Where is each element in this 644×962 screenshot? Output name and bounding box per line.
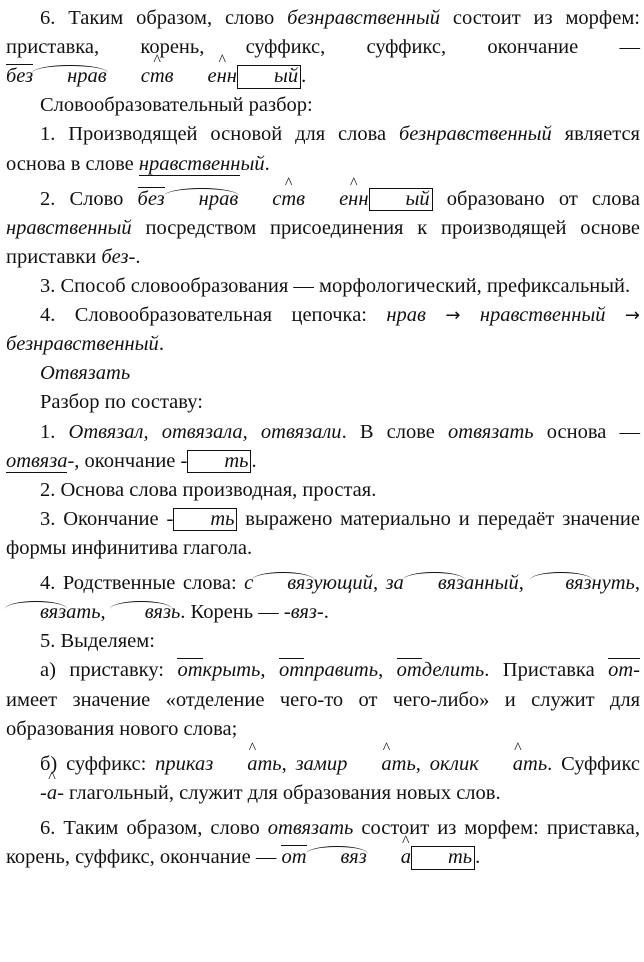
suffix-mark: ^ а	[347, 750, 391, 779]
word-italic: приказ	[155, 752, 214, 775]
morpheme-breakdown	[138, 188, 433, 210]
point-5a	[6, 656, 640, 743]
suffix-mark: ^ ств	[107, 62, 174, 91]
prefix-mark: от	[278, 659, 305, 682]
text: ,	[281, 752, 296, 775]
text: .	[158, 333, 164, 356]
prefix-mark: от	[396, 659, 422, 682]
root-mark: вяз	[531, 569, 591, 598]
point-2	[6, 476, 640, 505]
text: ,	[260, 659, 279, 682]
suffix-mark: ^ енн	[174, 62, 237, 91]
text: а) приставку:	[40, 659, 178, 682]
text: .	[251, 449, 257, 472]
word-italic: замир	[295, 752, 348, 775]
word-italic: нравственный	[6, 216, 132, 239]
conclusion-paragraph-2	[6, 814, 640, 872]
text: . Корень —	[180, 601, 284, 624]
arrow-icon: →	[445, 305, 461, 327]
text: . Суффикс	[547, 752, 640, 775]
point-1	[6, 120, 640, 178]
text: б) суффикс:	[40, 752, 156, 775]
word-heading	[6, 359, 640, 388]
word-italic: ть	[257, 752, 282, 775]
word-italic: за	[385, 572, 404, 595]
text: 3. Окончание -	[40, 507, 174, 530]
word-italic: ть	[391, 752, 416, 775]
prefix-mark: без	[6, 65, 34, 88]
ending-box: ый	[237, 65, 301, 89]
prefix-mark: от	[281, 846, 307, 869]
text: ,	[372, 572, 386, 595]
point-4	[6, 569, 640, 627]
text: 1. Производящей основой для слова	[40, 123, 399, 146]
prefix-mark: от-	[608, 659, 641, 682]
text: .	[301, 65, 307, 88]
word-italic: отвязать	[267, 816, 354, 839]
prefix-mark: от	[177, 659, 203, 682]
suffix-mark: ^ -а-	[6, 779, 64, 808]
text: ,	[518, 572, 532, 595]
word-italic: ый	[240, 152, 265, 175]
root-mark: вяз	[111, 598, 171, 627]
word-italic: с	[244, 572, 254, 595]
text: ,	[378, 659, 397, 682]
ending-box: ть	[173, 508, 237, 532]
suffix-mark: ^ а	[213, 750, 257, 779]
ending-box: ть	[411, 846, 475, 870]
ending-box: ый	[369, 188, 433, 212]
text: .	[323, 601, 329, 624]
word-italic: оклик	[429, 752, 479, 775]
text: Словообразовательный разбор:	[40, 94, 313, 117]
root-mark: вяз	[404, 569, 464, 598]
text: .	[264, 152, 270, 175]
word-italic: нуть	[591, 572, 635, 595]
text: 5. Выделяем:	[40, 630, 155, 653]
word-italic: ующий	[313, 572, 373, 595]
text: основа —	[533, 420, 640, 443]
text: -, окончание -	[67, 449, 188, 472]
suffix-mark: ^ а	[367, 843, 411, 872]
root-mark: вяз	[6, 598, 66, 627]
arrow-icon: →	[624, 305, 640, 327]
section-heading	[6, 91, 640, 120]
text: . Приставка	[484, 659, 609, 682]
point-5	[6, 627, 640, 656]
text: ,	[100, 601, 111, 624]
word-italic: нравственный	[479, 304, 606, 327]
word-italic: Отвязал, отвязала, отвязали	[68, 420, 342, 443]
root-mark: нрав	[165, 185, 239, 214]
conclusion-paragraph-1	[6, 4, 640, 91]
word-italic: -вяз-	[283, 601, 324, 624]
word-italic: анный	[463, 572, 519, 595]
text: 3. Способ словообразования — морфологический, префиксальный.	[40, 274, 631, 297]
point-2	[6, 185, 640, 272]
text: . В слове	[341, 420, 449, 443]
word-italic: отвязать	[448, 420, 534, 443]
root-mark: вяз	[307, 843, 367, 872]
point-3	[6, 272, 640, 301]
word-italic: нрав	[386, 304, 426, 327]
subsection-heading	[6, 388, 640, 417]
text: 4. Словообразовательная цепочка:	[40, 304, 387, 327]
word-italic: крыть	[202, 659, 261, 682]
text: ,	[634, 572, 641, 595]
text: .	[475, 846, 481, 869]
text: является основа в слове	[6, 123, 640, 175]
word-italic: безнравственный	[398, 123, 552, 146]
root-mark: нрав	[33, 62, 107, 91]
root-mark: вяз	[253, 569, 313, 598]
suffix-mark: ^ енн	[305, 185, 368, 214]
text: состоит из морфем: приставка, корень, суффикс, суффикс, окончание —	[6, 7, 640, 59]
text: .	[135, 245, 141, 268]
suffix-mark: ^ а	[479, 750, 523, 779]
text: 1.	[40, 420, 69, 443]
text: 2. Слово	[40, 187, 138, 210]
text: глагольный, служит для образования новых слов.	[63, 781, 501, 804]
suffix-mark: ^ ств	[238, 185, 305, 214]
text: состоит из морфем: приставка, корень, суффикс, окончание —	[6, 816, 640, 869]
point-5b	[6, 750, 640, 808]
text: 4. Родственные слова:	[40, 572, 245, 595]
text: посредством присоединения к производящей основе приставки	[6, 216, 640, 268]
base-underline: отвяза	[6, 449, 68, 472]
base-underline: нравственн	[138, 152, 241, 175]
word-italic: Отвязать	[40, 362, 131, 385]
word-italic: безнравственный	[6, 333, 159, 356]
word-italic: делить	[421, 659, 485, 682]
prefix-mark: без	[137, 187, 165, 210]
word-italic: ть	[523, 752, 548, 775]
text: образовано от слова	[432, 187, 640, 210]
text: 6. Таким образом, слово	[40, 7, 288, 29]
morpheme-breakdown	[281, 846, 475, 868]
text: имеет значение «отделение чего-то от чего-либо» и служит для образования нового слова;	[6, 688, 640, 740]
word-italic: ь	[170, 601, 181, 624]
word-italic: без-	[101, 245, 136, 268]
word-italic: править	[304, 659, 379, 682]
text: Разбор по составу:	[40, 391, 203, 414]
ending-box: ть	[187, 450, 251, 474]
text: 2. Основа слова производная, простая.	[40, 478, 377, 501]
text: 6. Таким образом, слово	[40, 816, 268, 839]
point-3	[6, 505, 640, 563]
word-italic: ать	[66, 601, 101, 624]
point-1	[6, 418, 640, 476]
text: ,	[415, 752, 430, 775]
point-4	[6, 301, 640, 359]
text: выражено материально и передаёт значение формы инфинитива глагола.	[6, 507, 640, 559]
word-italic: безнравственный	[287, 7, 440, 29]
morpheme-breakdown	[6, 65, 301, 87]
